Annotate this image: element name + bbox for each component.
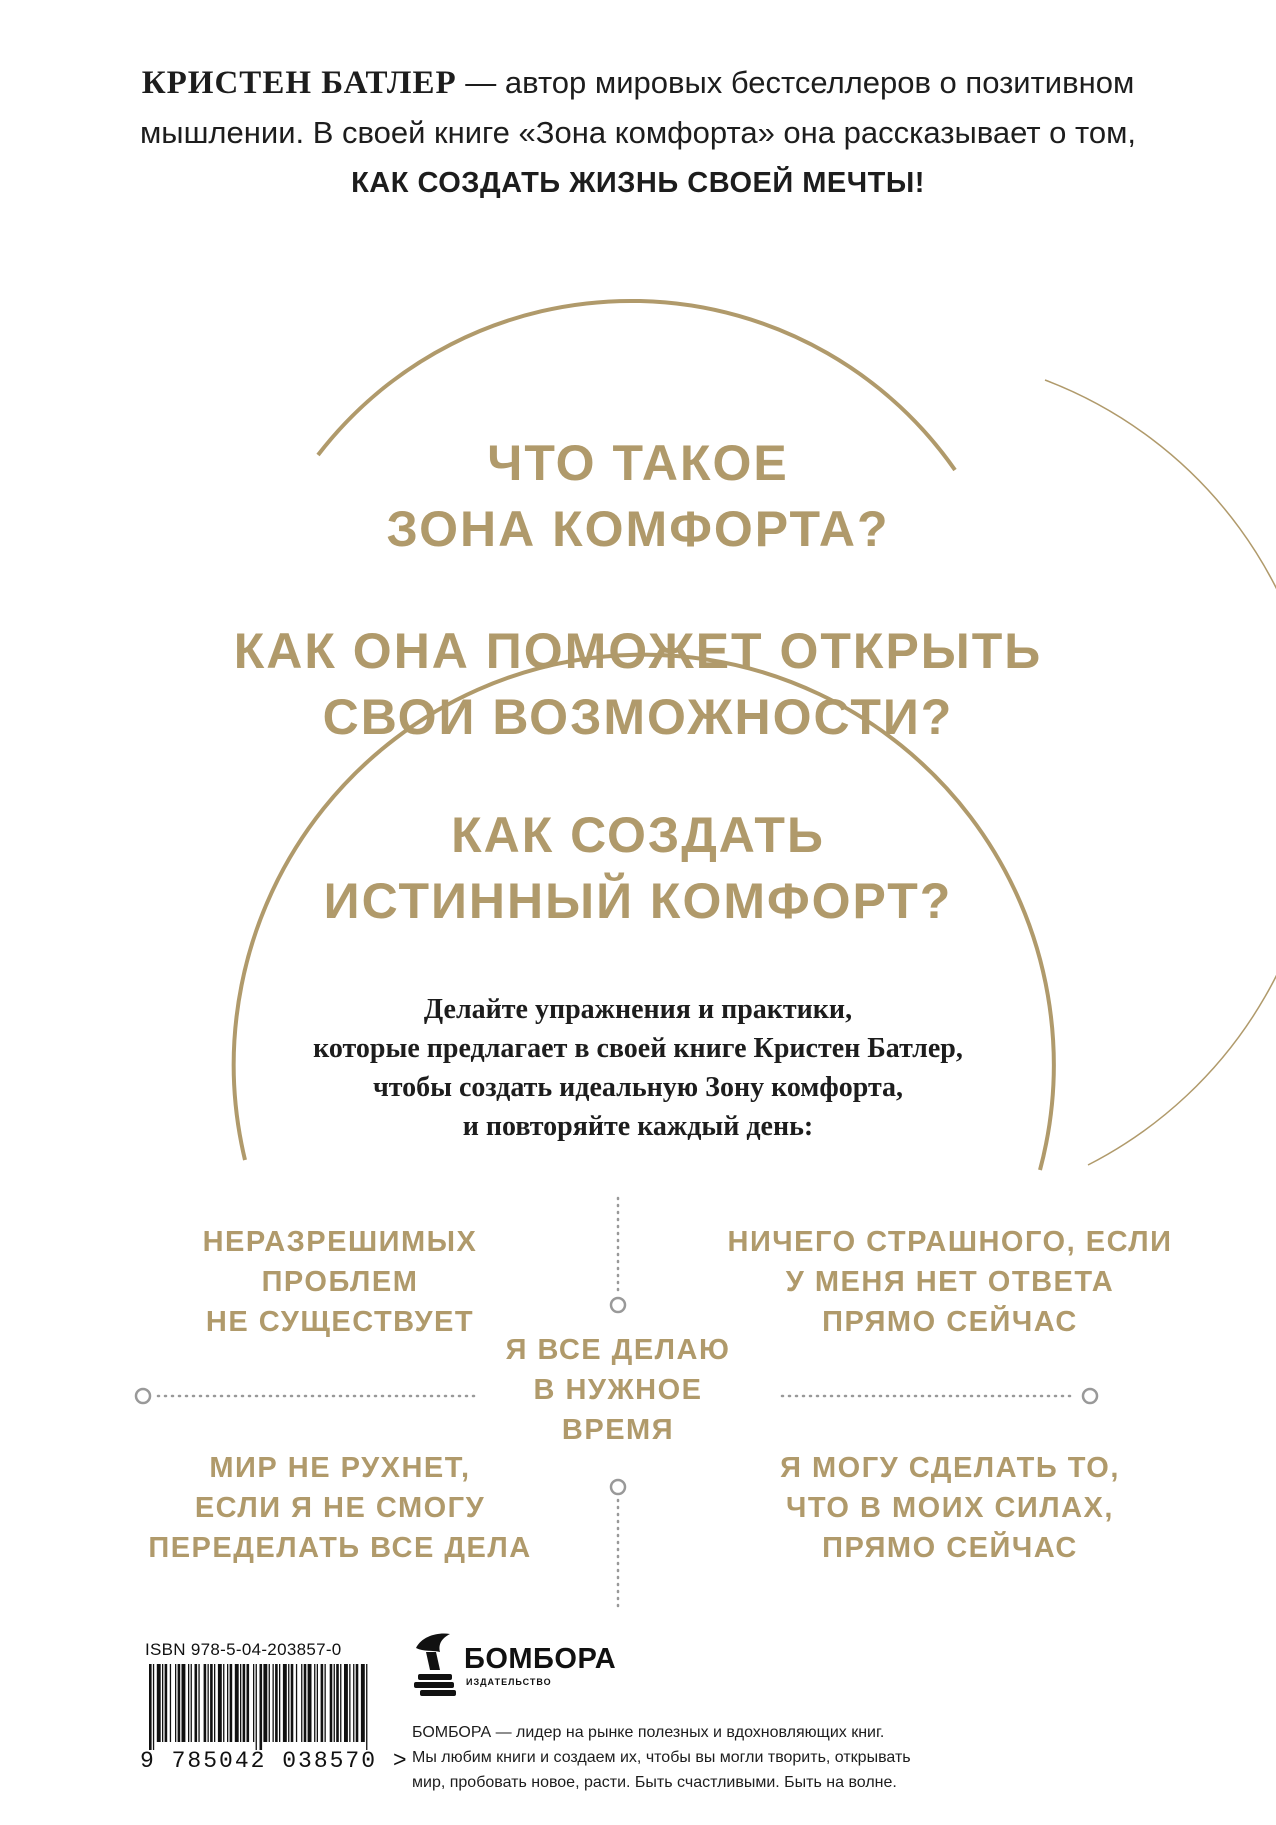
barcode-bar bbox=[208, 1664, 209, 1742]
question-3: КАК СОЗДАТЬ ИСТИННЫЙ КОМФОРТ? bbox=[323, 807, 953, 929]
barcode-bar bbox=[227, 1664, 228, 1742]
connector-dot-left bbox=[136, 1389, 150, 1403]
barcode-bar bbox=[253, 1664, 254, 1742]
barcode-bar bbox=[223, 1664, 224, 1742]
barcode-bar bbox=[218, 1664, 222, 1742]
author-name: КРИСТЕН БАТЛЕР bbox=[141, 65, 457, 101]
barcode-image bbox=[145, 1664, 371, 1750]
practice-instructions: Делайте упражнения и практики, которые предлагает в своей книге Кристен Батлер, чтобы создать идеальную Зону комфорта, и повторяйте каждый день: bbox=[313, 994, 963, 1142]
barcode-bar bbox=[296, 1664, 297, 1742]
connector-dot-bottom bbox=[611, 1480, 625, 1494]
publisher-logo-icon bbox=[412, 1630, 458, 1702]
barcode-bar bbox=[243, 1664, 246, 1742]
barcode-bar bbox=[165, 1664, 168, 1742]
barcode-bar bbox=[191, 1664, 192, 1742]
barcode-bar bbox=[149, 1664, 152, 1750]
barcode-bar bbox=[344, 1664, 348, 1742]
barcode-bar bbox=[325, 1664, 326, 1742]
barcode-bar bbox=[291, 1664, 294, 1742]
affirmation-top-right: НИЧЕГО СТРАШНОГО, ЕСЛИ У МЕНЯ НЕТ ОТВЕТА ПРЯМО СЕЙЧАС bbox=[727, 1226, 1173, 1338]
barcode-bar bbox=[210, 1664, 213, 1742]
barcode-bar bbox=[349, 1664, 350, 1742]
barcode-bar bbox=[308, 1664, 312, 1742]
barcode-bar bbox=[356, 1664, 359, 1742]
connector-dot-top bbox=[611, 1298, 625, 1312]
barcode-bar bbox=[260, 1664, 263, 1750]
barcode-bar bbox=[175, 1664, 176, 1742]
author-intro bbox=[60, 58, 1216, 208]
intro-slogan: КАК СОЗДАТЬ ЖИЗНЬ СВОЕЙ МЕЧТЫ! bbox=[351, 167, 925, 199]
barcode-bar bbox=[263, 1664, 267, 1742]
barcode-bar bbox=[153, 1664, 154, 1750]
barcode-bar bbox=[269, 1664, 270, 1742]
isbn-label: ISBN 978-5-04-203857-0 bbox=[145, 1640, 342, 1659]
barcode-bar bbox=[288, 1664, 289, 1742]
barcode-bar bbox=[321, 1664, 324, 1742]
barcode-bar bbox=[336, 1664, 339, 1742]
barcode-bar bbox=[198, 1664, 199, 1742]
barcode-bar bbox=[240, 1664, 241, 1742]
barcode-bar bbox=[304, 1664, 307, 1742]
barcode-bar bbox=[279, 1664, 280, 1742]
question-1: ЧТО ТАКОЕ ЗОНА КОМФОРТА? bbox=[386, 435, 890, 557]
affirmation-center: Я ВСЕ ДЕЛАЮ В НУЖНОЕ ВРЕМЯ bbox=[505, 1334, 731, 1446]
affirmation-bottom-left: МИР НЕ РУХНЕТ, ЕСЛИ Я НЕ СМОГУ ПЕРЕДЕЛАТЬ ВСЕ ДЕЛА bbox=[148, 1452, 532, 1564]
barcode-bar bbox=[273, 1664, 274, 1742]
connector-dot-right bbox=[1083, 1389, 1097, 1403]
barcode-number: 9 785042 038570 > bbox=[140, 1748, 409, 1774]
intro-line-2: мышлении. В своей книге «Зона комфорта» она рассказывает о том, bbox=[139, 115, 1137, 150]
barcode-bar bbox=[366, 1664, 367, 1750]
barcode-bar bbox=[162, 1664, 163, 1742]
barcode-bar bbox=[170, 1664, 171, 1742]
barcode-bar bbox=[195, 1664, 198, 1742]
barcode-bar bbox=[301, 1664, 302, 1742]
publisher-description: БОМБОРА — лидер на рынке полезных и вдохновляющих книг. Мы любим книги и создаем их, чтобы вы могли творить, открывать мир, пробовать новое, расти. Быть счастливыми. Быть на волне. bbox=[412, 1724, 911, 1791]
barcode-bar bbox=[361, 1664, 365, 1742]
barcode-bar bbox=[247, 1664, 250, 1742]
barcode-bar bbox=[204, 1664, 207, 1742]
barcode-bar bbox=[182, 1664, 186, 1742]
barcode-bar bbox=[317, 1664, 318, 1742]
barcode-bar bbox=[283, 1664, 287, 1742]
publisher-subtitle: ИЗДАТЕЛЬСТВО bbox=[466, 1677, 552, 1687]
barcode-bar bbox=[353, 1664, 354, 1742]
barcode-bar bbox=[178, 1664, 181, 1742]
barcode-bar bbox=[340, 1664, 341, 1742]
intro-line-1: КРИСТЕН БАТЛЕР — автор мировых бестселлеров о позитивном bbox=[141, 65, 1135, 101]
affirmation-bottom-right: Я МОГУ СДЕЛАТЬ ТО, ЧТО В МОИХ СИЛАХ, ПРЯМО СЕЙЧАС bbox=[780, 1452, 1120, 1564]
barcode-bar bbox=[334, 1664, 335, 1742]
barcode-bar bbox=[330, 1664, 333, 1742]
publisher-name: БОМБОРА bbox=[464, 1643, 617, 1675]
barcode-bar bbox=[230, 1664, 233, 1742]
barcode-bar bbox=[314, 1664, 315, 1742]
barcode-bar bbox=[188, 1664, 189, 1742]
barcode-bar bbox=[214, 1664, 215, 1742]
barcode-bar bbox=[275, 1664, 278, 1742]
barcode-bar bbox=[157, 1664, 161, 1742]
question-2: КАК ОНА ПОМОЖЕТ ОТКРЫТЬ СВОИ ВОЗМОЖНОСТИ? bbox=[233, 623, 1043, 745]
affirmation-top-left: НЕРАЗРЕШИМЫХ ПРОБЛЕМ НЕ СУЩЕСТВУЕТ bbox=[202, 1226, 478, 1338]
barcode-bar bbox=[235, 1664, 239, 1742]
barcode-bar bbox=[256, 1664, 257, 1750]
